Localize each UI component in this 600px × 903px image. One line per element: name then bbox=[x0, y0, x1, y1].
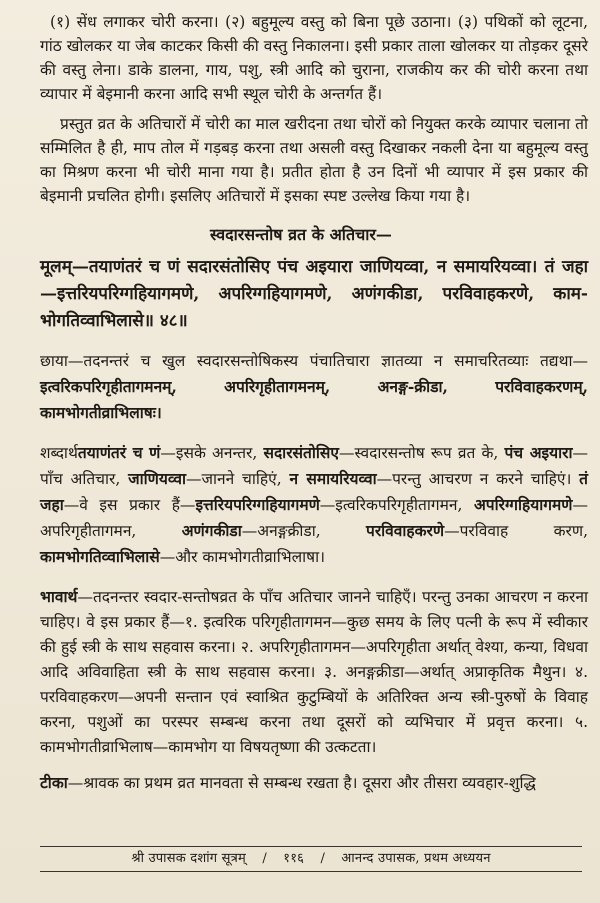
shabdarth-meaning: —परविवाह करण, bbox=[444, 522, 588, 540]
bhavarth-label: भावार्थ bbox=[40, 587, 78, 606]
shabdarth-paragraph bbox=[40, 440, 588, 570]
chhaya-bold-tail: इत्वरिकपरिगृहीतागमनम्, अपरिगृहीतागमनम्, अनङ्ग-क्रीडा, परविवाहकरणम्, कामभोगतीव्राभिलाषः। bbox=[40, 377, 588, 422]
shabdarth-term: तं जहा bbox=[40, 469, 588, 514]
shabdarth-term: जाणियव्वा bbox=[128, 469, 187, 488]
moolam-verse: मूलम्—तयाणंतरं च णं सदारसंतोसिए पंच अइयारा जाणियव्वा, न समायरियव्वा। तं जहा—इत्तरियपरिग्गहियागमणे, अपरिग्गहियागमणे, अणंगकीडा, परविवाहकरणे, काम-भोगतिव्वाभिलासे॥ ४८॥ bbox=[40, 257, 588, 331]
shabdarth-meaning: —अपरिगृहीतागमन, bbox=[40, 496, 588, 540]
shabdarth-meaning: —अनङ्गक्रीडा, bbox=[241, 522, 367, 540]
shabdarth-meaning: —पाँच अतिचार, bbox=[40, 444, 589, 488]
shabdarth-term: परविवाहकरणे bbox=[366, 521, 445, 540]
shabdarth-term: कामभोगतिव्वाभिलासे bbox=[40, 547, 160, 566]
section-heading: स्वदारसन्तोष व्रत के अतिचार— bbox=[210, 225, 392, 244]
shabdarth-meaning: —स्वदारसन्तोष रूप व्रत के, bbox=[338, 444, 505, 462]
tika-label: टीका bbox=[40, 773, 68, 792]
footer-separator: / bbox=[262, 851, 267, 866]
shabdarth-label: शब्दार्थ bbox=[40, 444, 78, 462]
shabdarth-meaning: —जानने चाहिएं, bbox=[186, 470, 290, 488]
bhavarth-paragraph bbox=[40, 584, 588, 760]
chhaya-label: छाया bbox=[40, 352, 68, 370]
shabdarth-meaning: —इसके अनन्तर, bbox=[160, 444, 264, 462]
shabdarth-meaning: —वे इस प्रकार हैं— bbox=[63, 496, 196, 514]
shabdarth-term: अपरिग्गहियागमणे bbox=[473, 495, 573, 514]
shabdarth-meaning: —और कामभोगतीव्राभिलाषा। bbox=[159, 548, 325, 566]
shabdarth-meaning: —परन्तु आचरण न करने चाहिएं। bbox=[376, 470, 580, 488]
shabdarth-term: इत्तरियपरिग्गहियागमणे bbox=[195, 495, 320, 514]
footer-chapter-title: आनन्द उपासक, प्रथम अध्ययन bbox=[341, 851, 491, 866]
shabdarth-term: न समायरियव्वा bbox=[289, 469, 377, 488]
shabdarth-term: तयाणंतरं च णं bbox=[77, 443, 161, 462]
chhaya-text: —तदनन्तरं च खुल स्वदारसन्तोषिकस्य पंचातिचारा ज्ञातव्या न समाचरितव्याः तद्यथा— bbox=[67, 352, 588, 370]
page-content bbox=[40, 10, 588, 796]
paragraph-aticharas: प्रस्तुत व्रत के अतिचारों में चोरी का माल खरीदना तथा चोरों को नियुक्त करके व्यापार चलाना तो सम्मिलित है ही, माप तोल में गड़बड़ करना तथा असली वस्तु दिखाकर नकली देना या बहुमूल्य वस्तु का मिश्रण करना भी चोरी माना गया है। प्रतीत होता है उन दिनों भी व्यापार में इस प्रकार की बेइमानी प्रचलित होगी। इसलिए अतिचारों में इसका स्पष्ट उल्लेख किया गया है। bbox=[40, 115, 588, 205]
paragraph-theft-types: (१) सेंध लगाकर चोरी करना। (२) बहुमूल्य वस्तु को बिना पूछे उठाना। (३) पथिकों को लूटना, गांठ खोलकर या जेब काटकर किसी की वस्तु निकालना। इसी प्रकार ताला खोलकर या तोड़कर दूसरे की वस्तु लेना। डाके डालना, गाय, पशु, स्त्री आदि को चुराना, राजकीय कर की चोरी करना तथा व्यापार में बेइमानी करना आदि सभी स्थूल चोरी के अन्तर्गत हैं। bbox=[40, 13, 588, 103]
footer-separator: / bbox=[320, 851, 326, 866]
shabdarth-term: पंच अइयारा bbox=[504, 443, 573, 462]
tika-paragraph bbox=[40, 770, 588, 796]
shabdarth-term: अणंगकीडा bbox=[181, 521, 242, 540]
page-footer bbox=[40, 846, 582, 872]
tika-text: —श्रावक का प्रथम व्रत मानवता से सम्बन्ध रखता है। दूसरा और तीसरा व्यवहार-शुद्धि bbox=[67, 774, 536, 792]
shabdarth-meaning: —इत्वरिकपरिगृहीतागमन, bbox=[319, 496, 474, 514]
chhaya-paragraph bbox=[40, 349, 588, 426]
shabdarth-term: सदारसंतोसिए bbox=[263, 443, 339, 462]
footer-book-title: श्री उपासक दशांग सूत्रम् bbox=[131, 851, 246, 866]
bhavarth-text: —तदनन्तर स्वदार-सन्तोषव्रत के पाँच अतिचार जानने चाहिएँ। परन्तु उनका आचरण न करना चाहिए। वे इस प्रकार हैं—१. इत्वरिक परिगृहीतागमन—कुछ समय के लिए पत्नी के रूप में स्वीकार की हुई स्त्री के साथ सहवास करना। २. अपरिगृहीतागमन—अपरिगृहीता अर्थात् वेश्या, कन्या, विधवा आदि अविवाहिता स्त्री के साथ सहवास करना। ३. अनङ्गक्रीडा—अर्थात् अप्राकृतिक मैथुन। ४. परविवाहकरण—अपनी सन्तान एवं स्वाश्रित कुटुम्बियों के अतिरिक्त अन्य स्त्री-पुरुषों के विवाह करना, पशुओं का परस्पर सम्बन्ध करना तथा दूसरों को व्यभिचार में प्रवृत्त करना। ५. कामभोगतीव्राभिलाष—कामभोग या विषयतृष्णा की उत्कटता। bbox=[40, 588, 588, 756]
footer-page-number: ११६ bbox=[283, 851, 305, 866]
